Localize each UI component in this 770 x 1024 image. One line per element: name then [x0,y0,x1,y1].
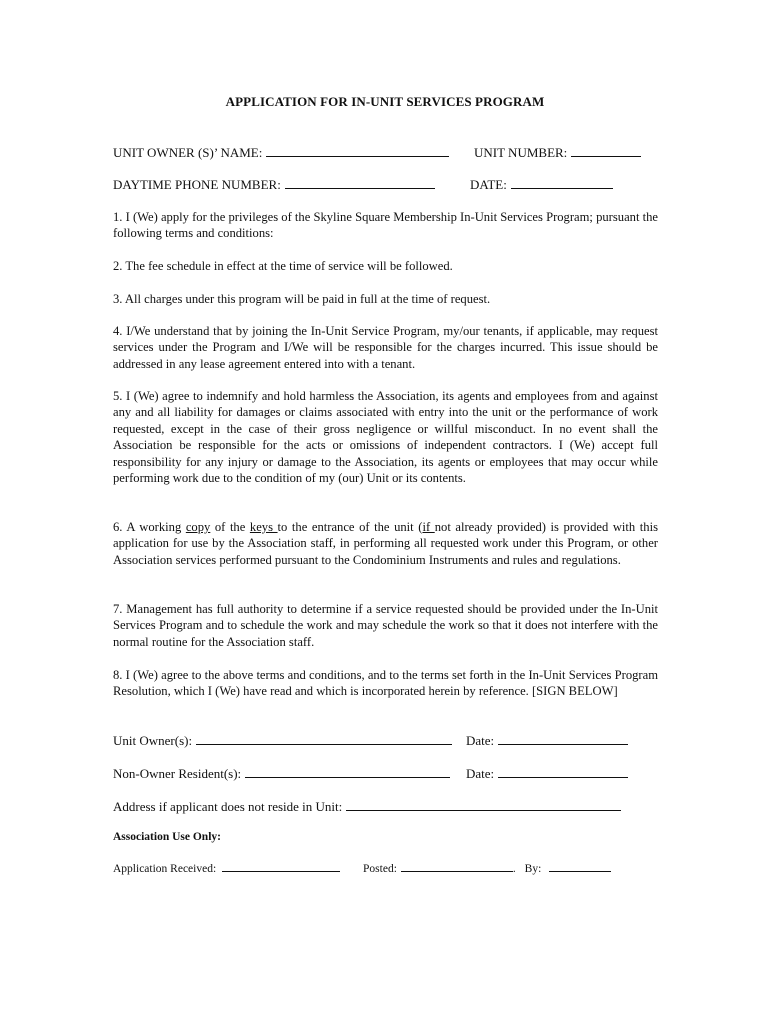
application-received-label: Application Received: [113,863,217,875]
keys-word: keys [249,520,278,534]
paragraph-6-part-1: 6. A working [113,520,186,534]
unit-owner-signature-row [113,732,452,749]
paragraph-8: 8. I (We) agree to the above terms and conditions, and to the terms set forth in the In-Unit Services Program Resolution, which I (We) have read and which is incorporated herein by reference. [SIGN BELOW] [113,668,658,699]
non-owner-date-row [466,765,628,782]
application-received-field[interactable] [222,861,340,872]
unit-owners-signature-field[interactable] [196,732,452,745]
unit-owner-row [113,144,449,161]
unit-owner-date-field[interactable] [498,732,628,745]
page-title: APPLICATION FOR IN-UNIT SERVICES PROGRAM [225,94,545,109]
signature-date-label-1: Date: [466,733,495,748]
non-owner-date-field[interactable] [498,765,628,778]
non-owner-label: Non-Owner Resident(s): [113,766,242,781]
paragraph-6 [113,519,658,568]
address-field[interactable] [346,798,621,811]
unit-number-field[interactable] [571,144,641,157]
address-label: Address if applicant does not reside in Unit: [113,799,343,814]
daytime-phone-field[interactable] [285,176,435,189]
daytime-phone-row [113,176,435,193]
daytime-phone-label: DAYTIME PHONE NUMBER: [113,177,281,192]
by-field[interactable] [549,861,611,872]
posted-field[interactable] [401,861,513,872]
unit-number-row [474,144,641,161]
date-field[interactable] [511,176,613,189]
paragraph-7: 7. Management has full authority to determine if a service requested should be provided under the In-Unit Services Program and to schedule the work and may schedule the work so that it does not interfere with the normal routine for the Association staff. [113,602,658,649]
posted-suffix: . [512,863,516,875]
non-owner-signature-row [113,765,450,782]
paragraph-6-part-2: of the [210,520,250,534]
by-label: By: [524,863,542,875]
non-owner-signature-field[interactable] [245,765,450,778]
paragraph-6-part-4: not already provided) is provided with this application for use by the Association staff, in performing all requested work under this Program, or other Association services performed pursuant to the Condominium Instruments and rules and regulations. [113,520,658,567]
date-label: DATE: [470,177,507,192]
posted-label: Posted: [363,863,397,875]
paragraph-4: 4. I/We understand that by joining the In-Unit Service Program, my/our tenants, if applicable, may request services under the Program and I/We will be responsible for the charges incurred. This issue should be addressed in any lease agreement entered into with a tenant. [113,324,658,371]
unit-owner-label: UNIT OWNER (S)’ NAME: [113,145,263,160]
paragraph-3: 3. All charges under this program will be paid in full at the time of request. [113,292,491,306]
unit-owner-name-field[interactable] [266,144,449,157]
date-row [470,176,613,193]
paragraph-6-part-3: to the entrance of the unit ( [277,520,423,534]
unit-owner-date-row [466,732,628,749]
paragraph-2: 2. The fee schedule in effect at the time of service will be followed. [113,259,453,273]
address-row [113,798,621,815]
association-use-heading: Association Use Only: [113,831,221,843]
signature-date-label-2: Date: [466,766,495,781]
paragraph-1: 1. I (We) apply for the privileges of the Skyline Square Membership In-Unit Services Program; pursuant the following terms and conditions: [113,210,658,241]
paragraph-5: 5. I (We) agree to indemnify and hold harmless the Association, its agents and employees from and against any and all liability for damages or claims associated with entry into the unit or the performance of work requested, except in the case of their gross negligence or willful misconduct. In no event shall the Association be responsible for the acts or omissions of independent contractors. I (We) accept full responsibility for any injury or damage to the Association, its agents or employees that may occur while performing work due to the condition of my (our) Unit or its contents. [113,389,658,486]
association-use-row [113,861,611,875]
unit-number-label: UNIT NUMBER: [474,145,568,160]
unit-owners-label: Unit Owner(s): [113,733,193,748]
if-word: if [422,520,435,534]
copy-word: copy [185,520,211,534]
